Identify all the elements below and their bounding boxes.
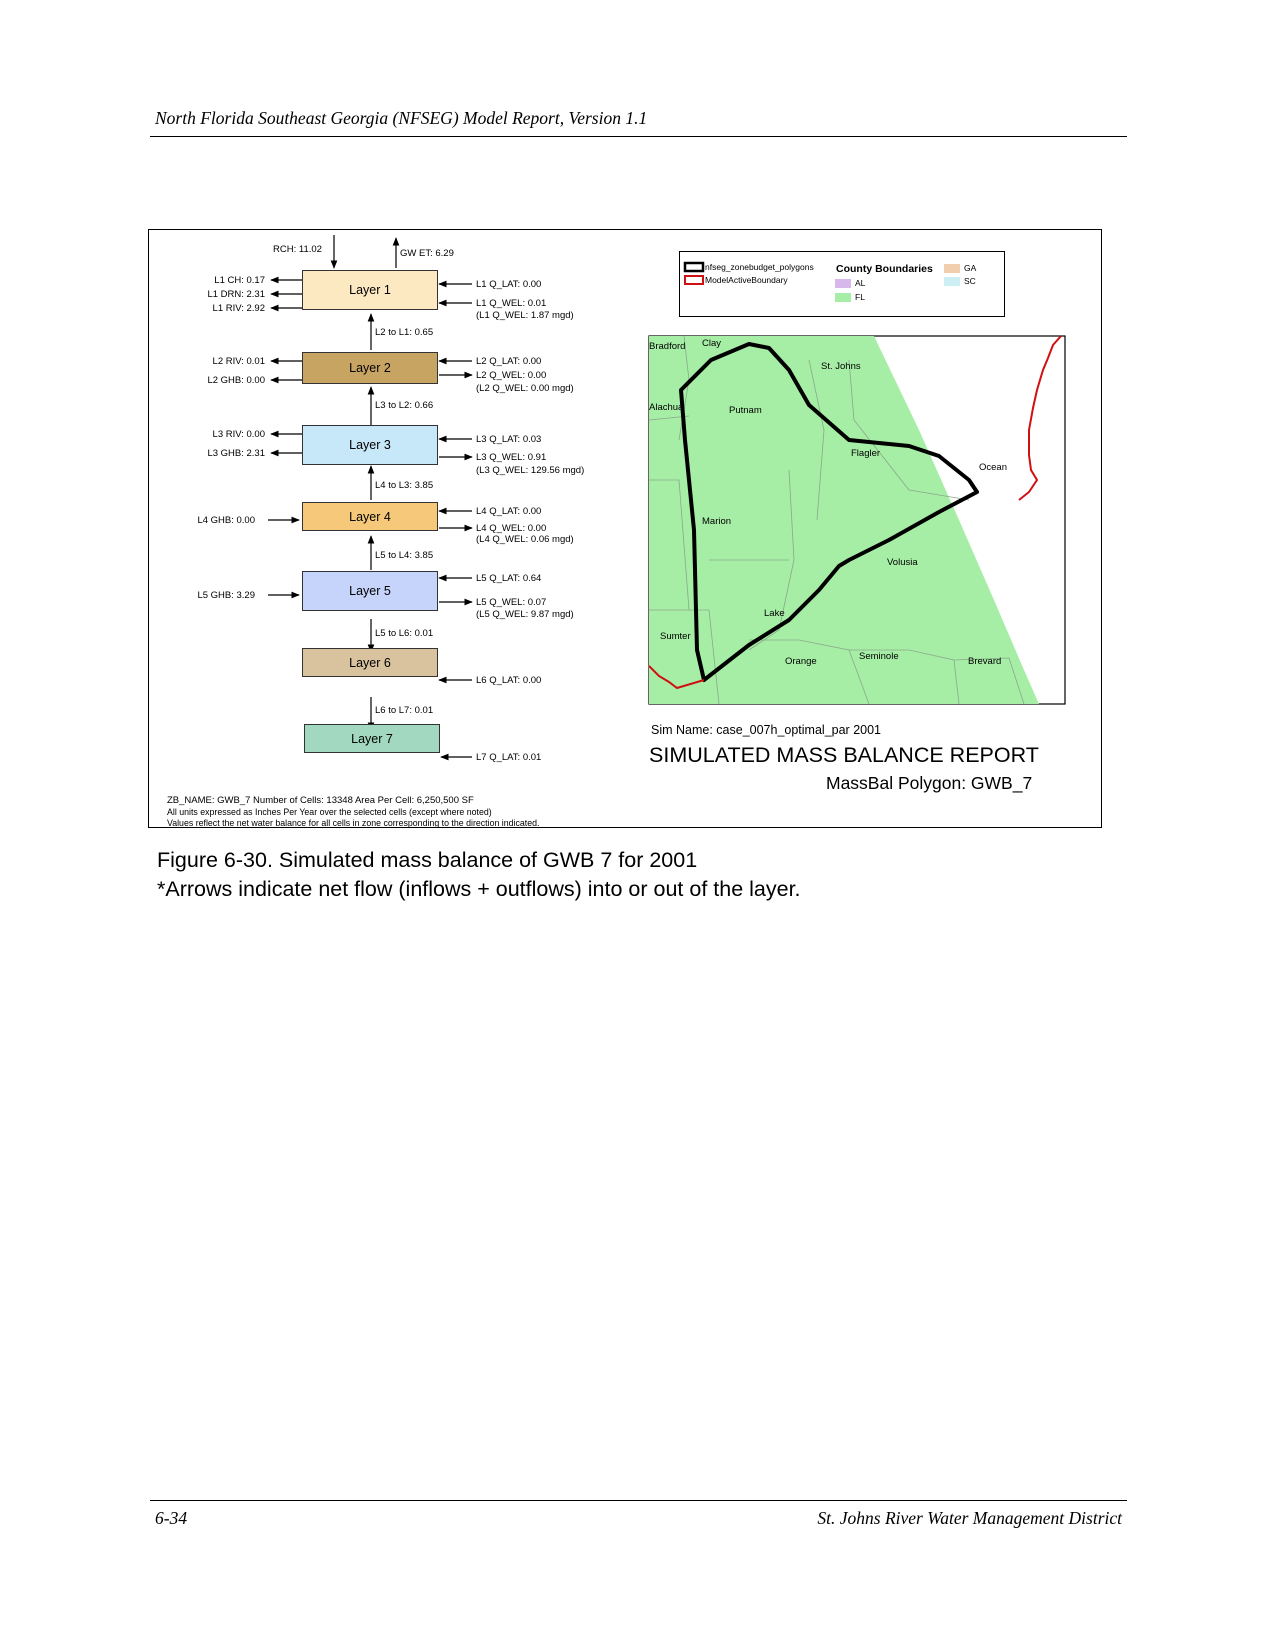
header-rule: [150, 136, 1127, 137]
legend-sc-swatch: [944, 277, 960, 286]
legend-ga-swatch: [944, 264, 960, 273]
right-flow-label: L4 Q_LAT: 0.00: [476, 506, 542, 517]
right-flow-label: L3 Q_LAT: 0.03: [476, 434, 542, 445]
county-label: Ocean: [979, 462, 1007, 473]
right-flow-label: L2 Q_WEL: 0.00: [476, 370, 547, 381]
left-flow-label: L4 GHB: 0.00: [197, 515, 255, 526]
right-flow-label: L1 Q_WEL: 0.01: [476, 298, 547, 309]
sim-name-label: Sim Name: case_007h_optimal_par 2001: [651, 723, 881, 737]
layer-5-box: [302, 571, 438, 611]
county-label: Marion: [702, 516, 732, 527]
county-label: Flagler: [851, 448, 881, 459]
county-label: St. Johns: [821, 361, 861, 372]
legend-ga-label: GA: [964, 263, 977, 273]
layer-4-box: [302, 502, 438, 531]
layer-2-label: Layer 2: [349, 361, 391, 375]
left-flow-label: L5 GHB: 3.29: [197, 590, 255, 601]
interlayer-flow-label: L4 to L3: 3.85: [375, 480, 434, 491]
county-label: Alachua: [649, 402, 684, 413]
layer-5-label: Layer 5: [349, 584, 391, 598]
footer-rule: [150, 1500, 1127, 1501]
right-flow-label: L5 Q_WEL: 0.07: [476, 597, 547, 608]
figure-caption: Figure 6-30. Simulated mass balance of GWB 7 for 2001: [157, 848, 698, 872]
right-flow-label: L2 Q_LAT: 0.00: [476, 356, 542, 367]
layer-1-box: [302, 270, 438, 310]
recharge-label: RCH: 11.02: [273, 244, 322, 255]
right-flow-note: (L1 Q_WEL: 1.87 mgd): [476, 310, 574, 321]
interlayer-flow-label: L6 to L7: 0.01: [375, 705, 434, 716]
legend-sc-label: SC: [964, 276, 976, 286]
legend-fl-swatch: [835, 293, 851, 302]
right-flow-note: (L2 Q_WEL: 0.00 mgd): [476, 383, 574, 394]
interlayer-flow-label: L5 to L4: 3.85: [375, 550, 434, 561]
left-flow-label: L3 GHB: 2.31: [207, 448, 265, 459]
right-flow-label: L4 Q_WEL: 0.00: [476, 523, 547, 534]
layer-3-label: Layer 3: [349, 438, 391, 452]
county-label: Putnam: [729, 405, 762, 416]
county-label: Brevard: [968, 656, 1002, 667]
county-label: Volusia: [887, 557, 918, 568]
right-flow-label: L7 Q_LAT: 0.01: [476, 752, 542, 763]
figure-caption-note: *Arrows indicate net flow (inflows + outflows) into or out of the layer.: [157, 877, 801, 901]
left-flow-label: L2 RIV: 0.01: [212, 356, 265, 367]
layer-1-label: Layer 1: [349, 283, 391, 297]
left-flow-label: L1 DRN: 2.31: [207, 289, 265, 300]
legend-county-title: County Boundaries: [836, 263, 933, 275]
county-label: Seminole: [859, 651, 899, 662]
direction-note: Values reflect the net water balance for all cells in zone corresponding to the direction indicated.: [167, 818, 540, 828]
legend-al-label: AL: [855, 278, 866, 288]
map-legend: [679, 251, 1005, 317]
legend-al-swatch: [835, 279, 851, 288]
layer-6-label: Layer 6: [349, 655, 391, 670]
county-label: Sumter: [660, 631, 691, 642]
gw-et-label: GW ET: 6.29: [400, 248, 454, 259]
right-flow-note: (L3 Q_WEL: 129.56 mgd): [476, 465, 585, 476]
county-label: Bradford: [649, 341, 686, 352]
interlayer-flow-label: L2 to L1: 0.65: [375, 327, 434, 338]
report-header-title: North Florida Southeast Georgia (NFSEG) Model Report, Version 1.1: [155, 108, 648, 128]
right-flow-note: (L5 Q_WEL: 9.87 mgd): [476, 609, 574, 620]
layer-4-label: Layer 4: [349, 509, 391, 524]
county-label: Orange: [785, 656, 817, 667]
polygon-label: MassBal Polygon: GWB_7: [826, 773, 1033, 793]
mass-balance-figure: [148, 229, 1102, 828]
right-flow-label: L1 Q_LAT: 0.00: [476, 279, 542, 290]
left-flow-label: L1 RIV: 2.92: [212, 303, 265, 314]
left-flow-label: L1 CH: 0.17: [214, 275, 265, 286]
legend-item-label: nfseg_zonebudget_polygons: [705, 262, 814, 272]
right-flow-note: (L4 Q_WEL: 0.06 mgd): [476, 534, 574, 545]
flow-arrows: [268, 235, 472, 757]
report-title: SIMULATED MASS BALANCE REPORT: [649, 743, 1039, 767]
layer-6-box: [302, 648, 438, 677]
interlayer-flow-label: L3 to L2: 0.66: [375, 400, 434, 411]
figure-drawing: [149, 230, 1103, 829]
legend-fl-label: FL: [855, 292, 865, 302]
left-flow-label: L3 RIV: 0.00: [212, 429, 265, 440]
layer-7-box: [304, 724, 440, 753]
interlayer-flow-label: L5 to L6: 0.01: [375, 628, 434, 639]
layer-3-box: [302, 425, 438, 465]
county-label: Clay: [702, 338, 722, 349]
units-note: All units expressed as Inches Per Year over the selected cells (except where noted): [167, 807, 492, 817]
page-number: 6-34: [155, 1508, 188, 1528]
layer-2-box: [302, 352, 438, 384]
county-label: Lake: [764, 608, 785, 619]
right-flow-label: L3 Q_WEL: 0.91: [476, 452, 547, 463]
right-flow-label: L5 Q_LAT: 0.64: [476, 573, 542, 584]
layer-7-label: Layer 7: [351, 731, 393, 746]
footer-organization: St. Johns River Water Management District: [817, 1508, 1122, 1528]
right-flow-label: L6 Q_LAT: 0.00: [476, 675, 542, 686]
legend-item-label: ModelActiveBoundary: [705, 275, 788, 285]
zone-info-note: ZB_NAME: GWB_7 Number of Cells: 13348 Area Per Cell: 6,250,500 SF: [167, 795, 474, 806]
left-flow-label: L2 GHB: 0.00: [207, 375, 265, 386]
